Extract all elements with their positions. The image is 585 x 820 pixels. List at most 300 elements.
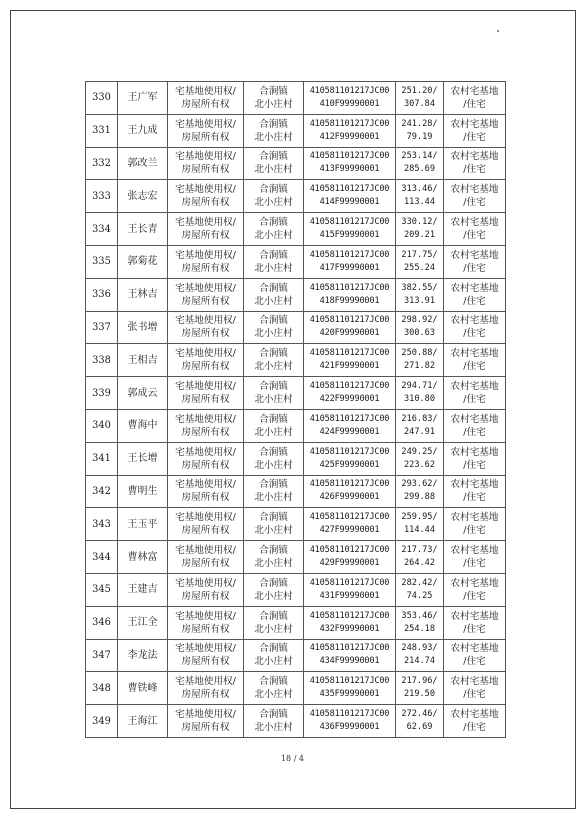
area-text: 313.91 (403, 295, 436, 306)
row-number-text: 348 (92, 682, 111, 694)
right-type-text: 宅基地使用权/ (175, 282, 236, 294)
registry-table (85, 81, 506, 738)
land-use-cell (444, 344, 506, 377)
parcel-code-text: 421F99990001 (319, 361, 380, 372)
right-type-cell (168, 180, 244, 213)
owner-name-cell (118, 508, 168, 541)
table-row (86, 180, 506, 213)
area-text: 209.21 (403, 230, 436, 241)
parcel-code-text: 417F99990001 (319, 262, 380, 273)
table-row (86, 213, 506, 246)
area-text: 294.71/ (401, 381, 438, 392)
row-number-cell (86, 278, 118, 311)
row-number-cell (86, 147, 118, 180)
owner-name-text: 王玉平 (127, 518, 158, 530)
table-row (86, 442, 506, 475)
location-text: 北小庄村 (254, 722, 293, 734)
land-use-cell (444, 409, 506, 442)
parcel-code-text: 413F99990001 (319, 164, 380, 175)
row-number-text: 346 (92, 617, 111, 629)
right-type-text: 宅基地使用权/ (175, 315, 236, 327)
row-number-cell (86, 245, 118, 278)
area-cell (396, 705, 444, 738)
owner-name-cell (118, 672, 168, 705)
owner-name-cell (118, 114, 168, 147)
right-type-text: 房屋所有权 (181, 525, 230, 537)
location-text: 合涧镇 (259, 249, 288, 261)
location-text: 北小庄村 (254, 394, 293, 406)
right-type-cell (168, 377, 244, 410)
area-text: 264.42 (403, 558, 436, 569)
location-cell (244, 475, 304, 508)
location-cell (244, 705, 304, 738)
area-text: 299.88 (403, 492, 436, 503)
location-text: 北小庄村 (254, 230, 293, 242)
right-type-text: 房屋所有权 (181, 98, 230, 110)
location-text: 合涧镇 (259, 184, 288, 196)
area-text: 282.42/ (401, 577, 438, 588)
land-use-cell (444, 573, 506, 606)
land-use-text: 农村宅基地 (450, 249, 499, 261)
location-cell (244, 82, 304, 115)
location-text: 北小庄村 (254, 590, 293, 602)
table-row (86, 606, 506, 639)
right-type-text: 宅基地使用权/ (175, 85, 236, 97)
right-type-cell (168, 409, 244, 442)
area-cell (396, 409, 444, 442)
land-use-text: 农村宅基地 (450, 184, 499, 196)
land-use-cell (444, 541, 506, 574)
owner-name-cell (118, 639, 168, 672)
location-text: 北小庄村 (254, 525, 293, 537)
right-type-cell (168, 606, 244, 639)
owner-name-text: 王建吉 (127, 584, 158, 596)
location-text: 合涧镇 (259, 217, 288, 229)
location-text: 合涧镇 (259, 151, 288, 163)
location-text: 北小庄村 (254, 361, 293, 373)
row-number-text: 342 (92, 485, 111, 497)
row-number-text: 343 (92, 518, 111, 530)
owner-name-text: 曹林富 (127, 551, 158, 563)
area-text: 216.83/ (401, 413, 438, 424)
location-text: 北小庄村 (254, 328, 293, 340)
land-use-text: 农村宅基地 (450, 348, 499, 360)
row-number-text: 332 (92, 157, 111, 169)
row-number-cell (86, 442, 118, 475)
parcel-code-cell (304, 606, 396, 639)
owner-name-text: 王长青 (127, 223, 158, 235)
location-cell (244, 442, 304, 475)
area-text: 74.25 (406, 590, 433, 601)
registry-table-body (86, 82, 506, 738)
parcel-code-text: 410581101217JC00 (309, 249, 390, 260)
parcel-code-text: 415F99990001 (319, 230, 380, 241)
location-text: 合涧镇 (259, 512, 288, 524)
parcel-code-text: 410581101217JC00 (309, 85, 390, 96)
area-cell (396, 606, 444, 639)
row-number-cell (86, 377, 118, 410)
location-text: 合涧镇 (259, 577, 288, 589)
table-row (86, 82, 506, 115)
right-type-cell (168, 278, 244, 311)
row-number-text: 349 (92, 715, 111, 727)
owner-name-text: 郭成云 (127, 387, 158, 399)
area-cell (396, 639, 444, 672)
parcel-code-cell (304, 442, 396, 475)
parcel-code-cell (304, 245, 396, 278)
parcel-code-text: 410581101217JC00 (309, 217, 390, 228)
parcel-code-cell (304, 147, 396, 180)
right-type-text: 宅基地使用权/ (175, 512, 236, 524)
parcel-code-text: 410F99990001 (319, 98, 380, 109)
right-type-text: 房屋所有权 (181, 230, 230, 242)
area-text: 79.19 (406, 131, 433, 142)
right-type-text: 房屋所有权 (181, 590, 230, 602)
owner-name-cell (118, 475, 168, 508)
right-type-text: 宅基地使用权/ (175, 151, 236, 163)
right-type-text: 宅基地使用权/ (175, 348, 236, 360)
parcel-code-cell (304, 705, 396, 738)
parcel-code-text: 410581101217JC00 (309, 545, 390, 556)
land-use-text: /住宅 (463, 295, 486, 307)
right-type-cell (168, 442, 244, 475)
right-type-text: 房屋所有权 (181, 722, 230, 734)
location-cell (244, 311, 304, 344)
area-text: 251.20/ (401, 85, 438, 96)
land-use-text: 农村宅基地 (450, 610, 499, 622)
land-use-cell (444, 82, 506, 115)
right-type-cell (168, 245, 244, 278)
right-type-text: 房屋所有权 (181, 689, 230, 701)
area-text: 285.69 (403, 164, 436, 175)
right-type-cell (168, 573, 244, 606)
right-type-text: 宅基地使用权/ (175, 545, 236, 557)
location-cell (244, 606, 304, 639)
owner-name-cell (118, 311, 168, 344)
owner-name-text: 张志宏 (127, 190, 158, 202)
land-use-text: 农村宅基地 (450, 643, 499, 655)
area-cell (396, 114, 444, 147)
row-number-text: 338 (92, 354, 111, 366)
location-text: 合涧镇 (259, 643, 288, 655)
row-number-text: 341 (92, 453, 111, 465)
right-type-text: 房屋所有权 (181, 558, 230, 570)
owner-name-cell (118, 82, 168, 115)
land-use-text: 农村宅基地 (450, 676, 499, 688)
right-type-text: 宅基地使用权/ (175, 217, 236, 229)
row-number-text: 331 (92, 125, 111, 137)
right-type-text: 宅基地使用权/ (175, 249, 236, 261)
row-number-text: 336 (92, 289, 111, 301)
owner-name-text: 张书增 (127, 321, 158, 333)
location-text: 合涧镇 (259, 381, 288, 393)
row-number-text: 344 (92, 551, 111, 563)
table-row (86, 573, 506, 606)
row-number-cell (86, 705, 118, 738)
parcel-code-text: 410581101217JC00 (309, 512, 390, 523)
right-type-text: 宅基地使用权/ (175, 184, 236, 196)
right-type-text: 宅基地使用权/ (175, 643, 236, 655)
parcel-code-text: 410581101217JC00 (309, 446, 390, 457)
location-cell (244, 180, 304, 213)
parcel-code-text: 410581101217JC00 (309, 315, 390, 326)
location-cell (244, 114, 304, 147)
parcel-code-text: 422F99990001 (319, 394, 380, 405)
parcel-code-text: 432F99990001 (319, 623, 380, 634)
owner-name-cell (118, 442, 168, 475)
right-type-text: 房屋所有权 (181, 197, 230, 209)
right-type-text: 房屋所有权 (181, 623, 230, 635)
area-text: 330.12/ (401, 217, 438, 228)
parcel-code-text: 424F99990001 (319, 426, 380, 437)
land-use-text: /住宅 (463, 394, 486, 406)
right-type-text: 房屋所有权 (181, 164, 230, 176)
owner-name-cell (118, 213, 168, 246)
land-use-cell (444, 278, 506, 311)
location-cell (244, 541, 304, 574)
land-use-text: /住宅 (463, 722, 486, 734)
land-use-text: /住宅 (463, 459, 486, 471)
area-text: 313.46/ (401, 184, 438, 195)
parcel-code-text: 412F99990001 (319, 131, 380, 142)
location-text: 合涧镇 (259, 479, 288, 491)
right-type-text: 宅基地使用权/ (175, 479, 236, 491)
right-type-cell (168, 311, 244, 344)
area-text: 272.46/ (401, 709, 438, 720)
land-use-text: 农村宅基地 (450, 85, 499, 97)
owner-name-text: 王相吉 (127, 354, 158, 366)
right-type-cell (168, 213, 244, 246)
area-cell (396, 278, 444, 311)
right-type-cell (168, 114, 244, 147)
row-number-cell (86, 475, 118, 508)
area-text: 300.63 (403, 328, 436, 339)
land-use-text: /住宅 (463, 426, 486, 438)
right-type-text: 房屋所有权 (181, 492, 230, 504)
location-text: 北小庄村 (254, 197, 293, 209)
land-use-text: /住宅 (463, 262, 486, 274)
parcel-code-cell (304, 180, 396, 213)
land-use-text: /住宅 (463, 689, 486, 701)
right-type-cell (168, 147, 244, 180)
owner-name-cell (118, 180, 168, 213)
row-number-text: 333 (92, 190, 111, 202)
table-row (86, 508, 506, 541)
land-use-cell (444, 147, 506, 180)
land-use-text: 农村宅基地 (450, 118, 499, 130)
parcel-code-text: 414F99990001 (319, 197, 380, 208)
owner-name-text: 王广军 (127, 92, 158, 104)
right-type-text: 房屋所有权 (181, 656, 230, 668)
parcel-code-text: 410581101217JC00 (309, 282, 390, 293)
parcel-code-cell (304, 344, 396, 377)
area-cell (396, 442, 444, 475)
land-use-text: /住宅 (463, 590, 486, 602)
owner-name-cell (118, 705, 168, 738)
land-use-text: /住宅 (463, 98, 486, 110)
land-use-text: /住宅 (463, 492, 486, 504)
right-type-cell (168, 475, 244, 508)
location-text: 北小庄村 (254, 262, 293, 274)
land-use-text: /住宅 (463, 197, 486, 209)
owner-name-text: 曹铁峰 (127, 682, 158, 694)
land-use-cell (444, 245, 506, 278)
owner-name-cell (118, 541, 168, 574)
right-type-text: 宅基地使用权/ (175, 610, 236, 622)
owner-name-cell (118, 278, 168, 311)
right-type-text: 房屋所有权 (181, 459, 230, 471)
location-cell (244, 278, 304, 311)
table-row (86, 409, 506, 442)
right-type-cell (168, 82, 244, 115)
row-number-cell (86, 82, 118, 115)
parcel-code-cell (304, 311, 396, 344)
parcel-code-text: 410581101217JC00 (309, 381, 390, 392)
land-use-text: 农村宅基地 (450, 446, 499, 458)
land-use-cell (444, 475, 506, 508)
location-text: 北小庄村 (254, 295, 293, 307)
location-text: 合涧镇 (259, 118, 288, 130)
location-text: 合涧镇 (259, 610, 288, 622)
land-use-text: /住宅 (463, 131, 486, 143)
area-cell (396, 672, 444, 705)
parcel-code-text: 410581101217JC00 (309, 610, 390, 621)
area-cell (396, 147, 444, 180)
row-number-cell (86, 541, 118, 574)
land-use-text: 农村宅基地 (450, 381, 499, 393)
parcel-code-text: 410581101217JC00 (309, 676, 390, 687)
parcel-code-cell (304, 541, 396, 574)
table-row (86, 377, 506, 410)
owner-name-cell (118, 606, 168, 639)
location-cell (244, 147, 304, 180)
parcel-code-text: 436F99990001 (319, 722, 380, 733)
parcel-code-text: 410581101217JC00 (309, 348, 390, 359)
land-use-cell (444, 114, 506, 147)
area-text: 248.93/ (401, 643, 438, 654)
location-text: 北小庄村 (254, 426, 293, 438)
land-use-text: /住宅 (463, 164, 486, 176)
parcel-code-text: 429F99990001 (319, 558, 380, 569)
land-use-text: /住宅 (463, 230, 486, 242)
table-row (86, 114, 506, 147)
parcel-code-cell (304, 278, 396, 311)
area-cell (396, 311, 444, 344)
parcel-code-text: 410581101217JC00 (309, 709, 390, 720)
owner-name-cell (118, 147, 168, 180)
right-type-text: 房屋所有权 (181, 361, 230, 373)
parcel-code-text: 427F99990001 (319, 525, 380, 536)
parcel-code-cell (304, 114, 396, 147)
parcel-code-cell (304, 82, 396, 115)
area-text: 259.95/ (401, 512, 438, 523)
land-use-cell (444, 180, 506, 213)
owner-name-cell (118, 377, 168, 410)
area-text: 247.91 (403, 426, 436, 437)
row-number-cell (86, 311, 118, 344)
owner-name-cell (118, 409, 168, 442)
parcel-code-text: 425F99990001 (319, 459, 380, 470)
right-type-text: 宅基地使用权/ (175, 118, 236, 130)
owner-name-cell (118, 344, 168, 377)
area-text: 113.44 (403, 197, 436, 208)
right-type-cell (168, 508, 244, 541)
parcel-code-text: 431F99990001 (319, 590, 380, 601)
row-number-cell (86, 409, 118, 442)
right-type-text: 宅基地使用权/ (175, 709, 236, 721)
owner-name-text: 王九成 (127, 125, 158, 137)
location-cell (244, 344, 304, 377)
parcel-code-text: 410581101217JC00 (309, 643, 390, 654)
land-use-text: 农村宅基地 (450, 577, 499, 589)
parcel-code-text: 410581101217JC00 (309, 413, 390, 424)
location-text: 合涧镇 (259, 676, 288, 688)
location-text: 合涧镇 (259, 315, 288, 327)
land-use-text: /住宅 (463, 623, 486, 635)
location-cell (244, 508, 304, 541)
location-text: 合涧镇 (259, 85, 288, 97)
area-cell (396, 573, 444, 606)
row-number-text: 340 (92, 420, 111, 432)
area-cell (396, 344, 444, 377)
area-cell (396, 508, 444, 541)
right-type-cell (168, 639, 244, 672)
owner-name-text: 王江全 (127, 617, 158, 629)
parcel-code-text: 434F99990001 (319, 656, 380, 667)
location-cell (244, 213, 304, 246)
row-number-cell (86, 573, 118, 606)
row-number-text: 335 (92, 256, 111, 268)
area-text: 217.75/ (401, 249, 438, 260)
area-text: 271.82 (403, 361, 436, 372)
right-type-text: 房屋所有权 (181, 394, 230, 406)
owner-name-text: 郭改兰 (127, 157, 158, 169)
location-text: 北小庄村 (254, 656, 293, 668)
owner-name-text: 王海江 (127, 715, 158, 727)
owner-name-text: 王长增 (127, 453, 158, 465)
right-type-text: 宅基地使用权/ (175, 676, 236, 688)
location-text: 北小庄村 (254, 98, 293, 110)
right-type-text: 房屋所有权 (181, 295, 230, 307)
land-use-text: 农村宅基地 (450, 282, 499, 294)
area-cell (396, 541, 444, 574)
land-use-text: 农村宅基地 (450, 217, 499, 229)
area-cell (396, 180, 444, 213)
area-text: 114.44 (403, 525, 436, 536)
area-text: 293.62/ (401, 479, 438, 490)
location-cell (244, 377, 304, 410)
land-use-text: 农村宅基地 (450, 512, 499, 524)
land-use-cell (444, 311, 506, 344)
right-type-text: 宅基地使用权/ (175, 577, 236, 589)
right-type-text: 宅基地使用权/ (175, 381, 236, 393)
area-text: 214.74 (403, 656, 436, 667)
right-type-text: 宅基地使用权/ (175, 446, 236, 458)
parcel-code-text: 410581101217JC00 (309, 151, 390, 162)
area-cell (396, 245, 444, 278)
land-use-text: /住宅 (463, 656, 486, 668)
land-use-text: 农村宅基地 (450, 545, 499, 557)
location-cell (244, 672, 304, 705)
right-type-text: 房屋所有权 (181, 328, 230, 340)
table-row (86, 672, 506, 705)
row-number-cell (86, 213, 118, 246)
land-use-cell (444, 705, 506, 738)
area-text: 241.28/ (401, 118, 438, 129)
area-cell (396, 82, 444, 115)
right-type-cell (168, 344, 244, 377)
parcel-code-cell (304, 639, 396, 672)
